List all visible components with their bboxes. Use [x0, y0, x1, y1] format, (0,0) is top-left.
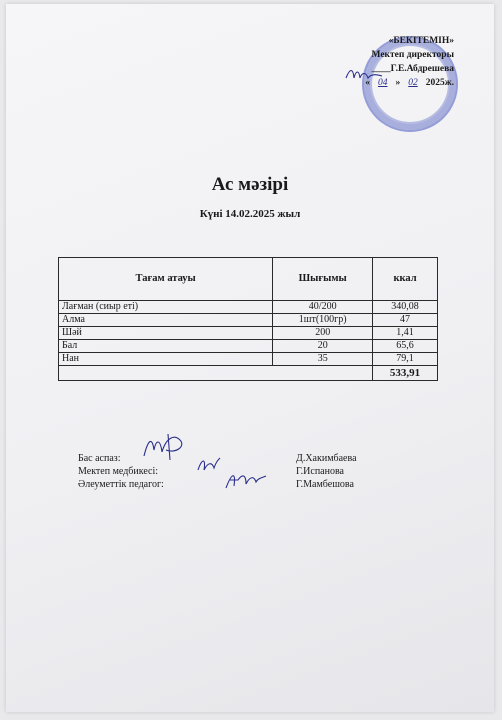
dish-name: Лағман (сиыр еті)	[59, 301, 273, 314]
signature-person: Г.Мамбешова	[296, 479, 354, 490]
date-open-quote: «	[365, 78, 370, 88]
dish-yield: 35	[273, 353, 373, 366]
total-empty-cell	[59, 366, 373, 381]
table-row	[59, 327, 438, 340]
date-month: 02	[408, 78, 418, 88]
signature-role: Мектеп медбикесі:	[78, 466, 159, 477]
header-kcal: ккал	[373, 258, 438, 301]
table-row	[59, 314, 438, 327]
signature-role: Бас аспаз:	[78, 453, 121, 464]
dish-kcal: 47	[373, 314, 438, 327]
date-year: 2025ж.	[425, 78, 454, 88]
date-day: 04	[377, 78, 388, 88]
table-row	[59, 340, 438, 353]
dish-yield: 200	[273, 327, 373, 340]
page-title: Ас мәзірі	[211, 174, 289, 195]
dish-yield: 20	[273, 340, 373, 353]
header-yield: Шығымы	[273, 258, 373, 301]
document-page	[6, 4, 494, 712]
date-close-quote: »	[395, 78, 401, 88]
chef-signature	[140, 430, 190, 464]
dish-yield: 1шт(100гр)	[273, 314, 373, 327]
table-header-row	[59, 258, 438, 301]
signature-block	[78, 452, 398, 491]
menu-date: Күні 14.02.2025 жыл	[199, 208, 301, 220]
approval-position: Мектеп директоры	[371, 50, 454, 60]
approval-org: «БЕКІТЕМІН»	[388, 36, 454, 46]
signature-person: Д.Хакимбаева	[296, 453, 357, 464]
dish-kcal: 340,08	[373, 301, 438, 314]
total-kcal: 533,91	[373, 366, 438, 381]
total-row	[59, 366, 438, 381]
dish-kcal: 79,1	[373, 353, 438, 366]
signature-role: Әлеуметтік педагог:	[78, 479, 164, 490]
approval-name-line: ____Г.Е.Абдрешева	[371, 64, 454, 74]
dish-name: Нан	[59, 353, 273, 366]
dish-name: Бал	[59, 340, 273, 353]
signature-person: Г.Испанова	[296, 466, 344, 477]
header-dish: Тағам атауы	[59, 258, 273, 301]
dish-kcal: 1,41	[373, 327, 438, 340]
director-signature	[344, 64, 384, 84]
nurse-signature	[196, 454, 222, 476]
dish-kcal: 65,6	[373, 340, 438, 353]
menu-table	[58, 257, 438, 381]
pedagogue-signature	[224, 470, 268, 492]
dish-name: Шәй	[59, 327, 273, 340]
approval-name: Г.Е.Абдрешева	[390, 64, 454, 74]
signature-row-chef	[78, 452, 398, 465]
table-row	[59, 301, 438, 314]
dish-name: Алма	[59, 314, 273, 327]
dish-yield: 40/200	[273, 301, 373, 314]
table-row	[59, 353, 438, 366]
